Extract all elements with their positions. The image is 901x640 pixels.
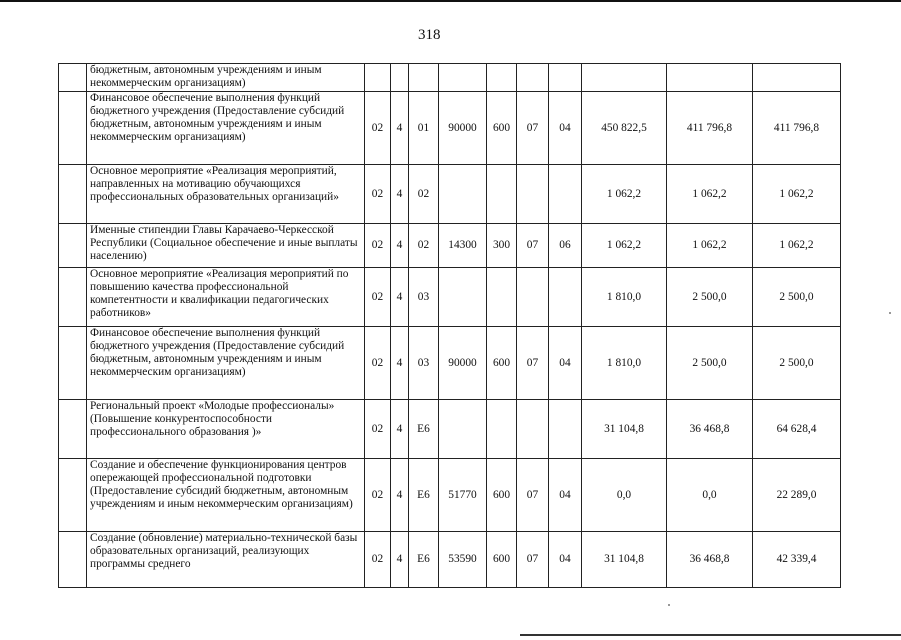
expense-type-cell: 600 bbox=[487, 92, 517, 165]
scan-speck bbox=[668, 604, 670, 606]
top-border-line bbox=[0, 0, 901, 2]
expense-type-cell: 600 bbox=[487, 327, 517, 400]
direction-code-cell bbox=[439, 268, 487, 327]
table-row bbox=[59, 92, 841, 165]
amount-year-3-cell bbox=[753, 64, 841, 92]
table-row bbox=[59, 268, 841, 327]
amount-year-3-cell: 2 500,0 bbox=[753, 268, 841, 327]
table-row bbox=[59, 327, 841, 400]
program-code-cell: 02 bbox=[365, 459, 391, 532]
event-code-cell: 03 bbox=[409, 327, 439, 400]
event-code-cell: 02 bbox=[409, 224, 439, 268]
event-code-cell bbox=[409, 64, 439, 92]
section-code-cell: 07 bbox=[517, 532, 549, 588]
item-name-cell: Создание и обеспечение функционирования центров опережающей профессиональной подготовки (Предоставление субсидий бюджетным, автономным учреждениям и иным некоммерческим организациям) bbox=[87, 459, 365, 532]
budget-table bbox=[58, 63, 841, 588]
amount-year-3-cell: 1 062,2 bbox=[753, 224, 841, 268]
section-code-cell bbox=[517, 400, 549, 459]
section-code-cell bbox=[517, 268, 549, 327]
subsection-code-cell: 04 bbox=[549, 92, 582, 165]
expense-type-cell bbox=[487, 268, 517, 327]
program-code-cell bbox=[365, 64, 391, 92]
expense-type-cell bbox=[487, 400, 517, 459]
direction-code-cell: 51770 bbox=[439, 459, 487, 532]
item-name-cell: Основное мероприятие «Реализация мероприятий по повышению качества профессиональной компетентности и квалификации педагогических работников» bbox=[87, 268, 365, 327]
table-body bbox=[59, 64, 841, 588]
bottom-border-line bbox=[520, 634, 901, 636]
subprogram-code-cell: 4 bbox=[391, 327, 409, 400]
amount-year-1-cell: 1 810,0 bbox=[582, 268, 667, 327]
amount-year-1-cell: 450 822,5 bbox=[582, 92, 667, 165]
table-row bbox=[59, 459, 841, 532]
amount-year-3-cell: 42 339,4 bbox=[753, 532, 841, 588]
subsection-code-cell bbox=[549, 400, 582, 459]
direction-code-cell bbox=[439, 165, 487, 224]
item-name-cell: Финансовое обеспечение выполнения функций бюджетного учреждения (Предоставление субсидий бюджетным, автономным учреждениям и иным некоммерческим организациям) bbox=[87, 92, 365, 165]
direction-code-cell: 53590 bbox=[439, 532, 487, 588]
program-code-cell: 02 bbox=[365, 224, 391, 268]
direction-code-cell bbox=[439, 400, 487, 459]
direction-code-cell: 90000 bbox=[439, 327, 487, 400]
subsection-code-cell bbox=[549, 64, 582, 92]
expense-type-cell: 600 bbox=[487, 459, 517, 532]
event-code-cell: E6 bbox=[409, 532, 439, 588]
amount-year-2-cell: 1 062,2 bbox=[667, 224, 753, 268]
row-index-cell bbox=[59, 64, 87, 92]
program-code-cell: 02 bbox=[365, 327, 391, 400]
program-code-cell: 02 bbox=[365, 268, 391, 327]
table-row bbox=[59, 400, 841, 459]
row-index-cell bbox=[59, 268, 87, 327]
row-index-cell bbox=[59, 459, 87, 532]
row-index-cell bbox=[59, 532, 87, 588]
page-number: 318 bbox=[418, 27, 441, 43]
table-row bbox=[59, 224, 841, 268]
table-row bbox=[59, 532, 841, 588]
program-code-cell: 02 bbox=[365, 400, 391, 459]
subsection-code-cell: 06 bbox=[549, 224, 582, 268]
subsection-code-cell bbox=[549, 268, 582, 327]
row-index-cell bbox=[59, 400, 87, 459]
event-code-cell: E6 bbox=[409, 459, 439, 532]
subsection-code-cell: 04 bbox=[549, 459, 582, 532]
section-code-cell: 07 bbox=[517, 224, 549, 268]
amount-year-2-cell: 36 468,8 bbox=[667, 532, 753, 588]
amount-year-1-cell: 0,0 bbox=[582, 459, 667, 532]
direction-code-cell bbox=[439, 64, 487, 92]
amount-year-1-cell: 1 062,2 bbox=[582, 224, 667, 268]
subprogram-code-cell: 4 bbox=[391, 165, 409, 224]
amount-year-3-cell: 2 500,0 bbox=[753, 327, 841, 400]
program-code-cell: 02 bbox=[365, 165, 391, 224]
subprogram-code-cell: 4 bbox=[391, 459, 409, 532]
item-name-cell: Основное мероприятие «Реализация мероприятий, направленных на мотивацию обучающихся профессиональных образовательных организаций» bbox=[87, 165, 365, 224]
section-code-cell bbox=[517, 64, 549, 92]
item-name-cell: Именные стипендии Главы Карачаево-Черкесской Республики (Социальное обеспечение и иные выплаты населению) bbox=[87, 224, 365, 268]
subsection-code-cell bbox=[549, 165, 582, 224]
subprogram-code-cell bbox=[391, 64, 409, 92]
event-code-cell: 03 bbox=[409, 268, 439, 327]
subprogram-code-cell: 4 bbox=[391, 224, 409, 268]
amount-year-3-cell: 22 289,0 bbox=[753, 459, 841, 532]
amount-year-1-cell bbox=[582, 64, 667, 92]
amount-year-3-cell: 64 628,4 bbox=[753, 400, 841, 459]
amount-year-1-cell: 1 062,2 bbox=[582, 165, 667, 224]
section-code-cell: 07 bbox=[517, 92, 549, 165]
item-name-cell: Региональный проект «Молодые профессионалы» (Повышение конкурентоспособности профессионального образования )» bbox=[87, 400, 365, 459]
section-code-cell: 07 bbox=[517, 327, 549, 400]
subsection-code-cell: 04 bbox=[549, 532, 582, 588]
table-row bbox=[59, 64, 841, 92]
section-code-cell: 07 bbox=[517, 459, 549, 532]
event-code-cell: E6 bbox=[409, 400, 439, 459]
amount-year-2-cell: 2 500,0 bbox=[667, 327, 753, 400]
subprogram-code-cell: 4 bbox=[391, 92, 409, 165]
row-index-cell bbox=[59, 165, 87, 224]
section-code-cell bbox=[517, 165, 549, 224]
expense-type-cell: 600 bbox=[487, 532, 517, 588]
amount-year-2-cell: 36 468,8 bbox=[667, 400, 753, 459]
expense-type-cell bbox=[487, 165, 517, 224]
direction-code-cell: 14300 bbox=[439, 224, 487, 268]
subprogram-code-cell: 4 bbox=[391, 532, 409, 588]
amount-year-1-cell: 1 810,0 bbox=[582, 327, 667, 400]
table-row bbox=[59, 165, 841, 224]
row-index-cell bbox=[59, 92, 87, 165]
direction-code-cell: 90000 bbox=[439, 92, 487, 165]
amount-year-3-cell: 411 796,8 bbox=[753, 92, 841, 165]
program-code-cell: 02 bbox=[365, 92, 391, 165]
amount-year-2-cell: 0,0 bbox=[667, 459, 753, 532]
program-code-cell: 02 bbox=[365, 532, 391, 588]
row-index-cell bbox=[59, 224, 87, 268]
subprogram-code-cell: 4 bbox=[391, 268, 409, 327]
expense-type-cell bbox=[487, 64, 517, 92]
scan-speck bbox=[889, 312, 891, 314]
item-name-cell: бюджетным, автономным учреждениям и иным некоммерческим организациям) bbox=[87, 64, 365, 92]
item-name-cell: Создание (обновление) материально-технической базы образовательных организаций, реализующих программы среднего bbox=[87, 532, 365, 588]
event-code-cell: 01 bbox=[409, 92, 439, 165]
subsection-code-cell: 04 bbox=[549, 327, 582, 400]
amount-year-2-cell: 411 796,8 bbox=[667, 92, 753, 165]
amount-year-1-cell: 31 104,8 bbox=[582, 532, 667, 588]
amount-year-1-cell: 31 104,8 bbox=[582, 400, 667, 459]
event-code-cell: 02 bbox=[409, 165, 439, 224]
item-name-cell: Финансовое обеспечение выполнения функций бюджетного учреждения (Предоставление субсидий бюджетным, автономным учреждениям и иным некоммерческим организациям) bbox=[87, 327, 365, 400]
expense-type-cell: 300 bbox=[487, 224, 517, 268]
amount-year-2-cell: 2 500,0 bbox=[667, 268, 753, 327]
amount-year-2-cell bbox=[667, 64, 753, 92]
row-index-cell bbox=[59, 327, 87, 400]
subprogram-code-cell: 4 bbox=[391, 400, 409, 459]
amount-year-3-cell: 1 062,2 bbox=[753, 165, 841, 224]
amount-year-2-cell: 1 062,2 bbox=[667, 165, 753, 224]
